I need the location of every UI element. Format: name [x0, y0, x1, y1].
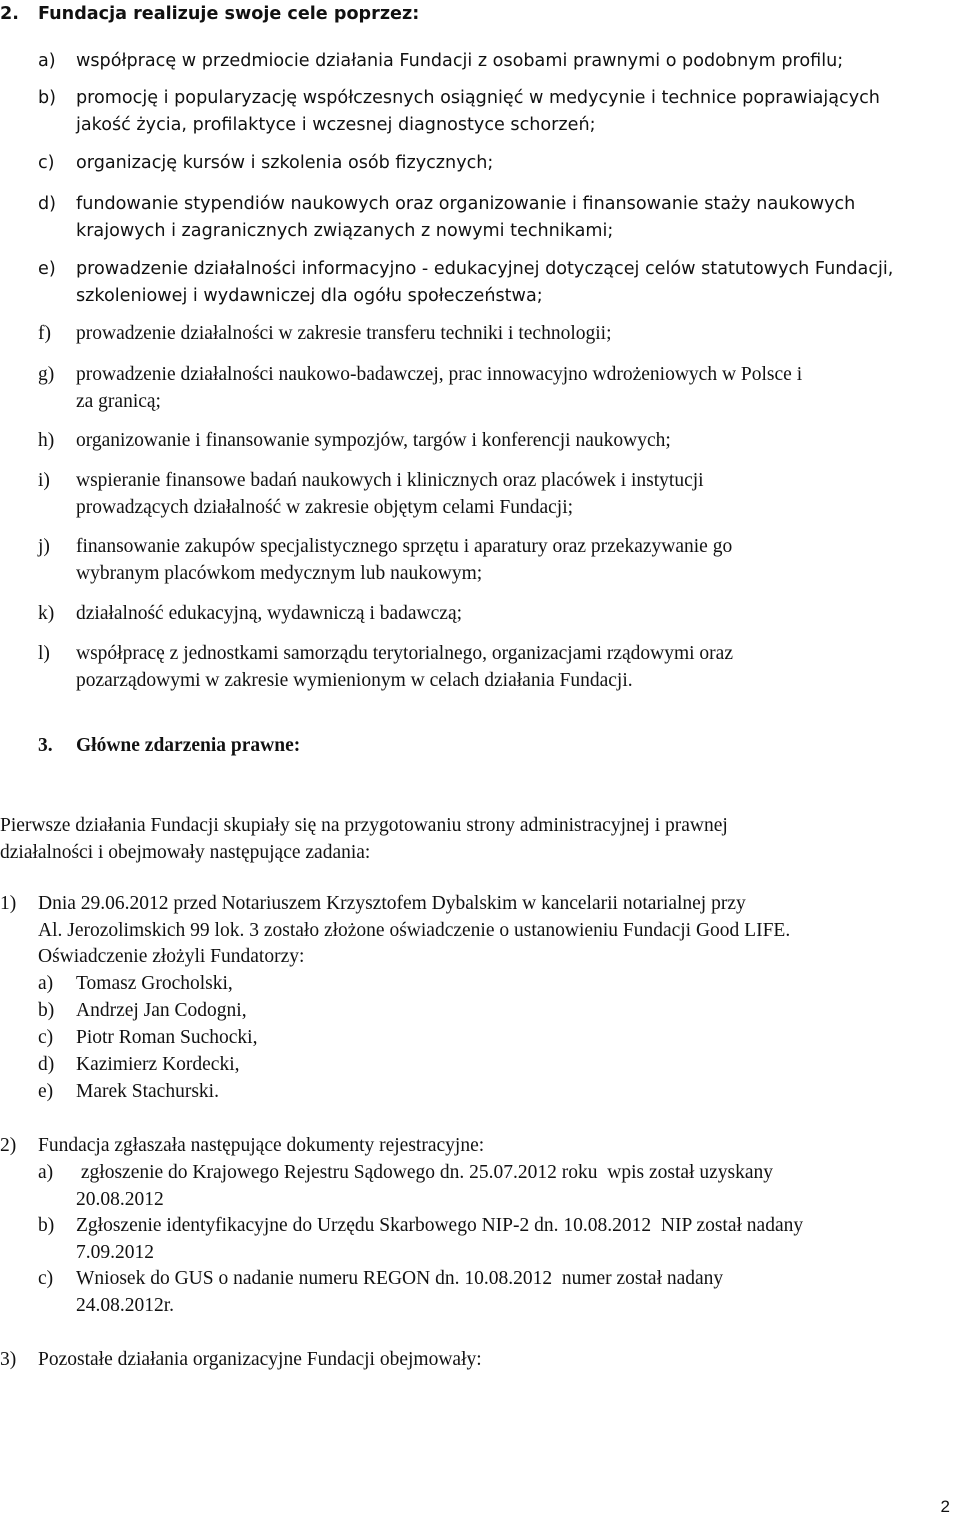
point-text: Dnia 29.06.2012 przed Notariuszem Krzysztofem Dybalskim w kancelarii notarialnej przy	[38, 893, 746, 914]
section-number: 3.	[38, 735, 53, 756]
list-item-text: działalność edukacyjną, wydawniczą i badawczą;	[76, 603, 463, 624]
list-marker: c)	[38, 1027, 54, 1048]
list-marker: d)	[38, 1054, 55, 1075]
list-marker: a)	[38, 51, 56, 71]
list-marker: e)	[38, 1081, 54, 1102]
list-marker: g)	[38, 364, 55, 385]
list-item-text: współpracę w przedmiocie działania Fundacji z osobami prawnymi o podobnym profilu;	[76, 51, 844, 71]
list-marker: b)	[38, 1215, 55, 1236]
list-marker: b)	[38, 1000, 55, 1021]
list-item-text: fundowanie stypendiów naukowych oraz organizowanie i finansowanie staży naukowych	[76, 194, 856, 214]
list-marker: c)	[38, 153, 55, 173]
list-marker: d)	[38, 194, 57, 214]
list-marker: e)	[38, 259, 56, 279]
page-number: 2	[940, 1497, 950, 1516]
founder-name: Marek Stachurski.	[76, 1081, 219, 1102]
list-item-text: jakość życia, profilaktyce i wczesnej diagnostyce schorzeń;	[76, 114, 596, 135]
founder-name: Kazimierz Kordecki,	[76, 1054, 240, 1075]
section-heading-text: Główne zdarzenia prawne:	[76, 735, 301, 756]
document-item-text: Zgłoszenie identyfikacyjne do Urzędu Skarbowego NIP-2 dn. 10.08.2012 NIP został nadany	[76, 1215, 804, 1236]
section-number: 2.	[0, 4, 19, 24]
document-item-text: Wniosek do GUS o nadanie numeru REGON dn. 10.08.2012 numer został nadany	[76, 1268, 724, 1289]
list-item-text: finansowanie zakupów specjalistycznego sprzętu i aparatury oraz przekazywanie go	[76, 536, 733, 557]
point-text: Oświadczenie złożyli Fundatorzy:	[38, 946, 305, 967]
document-item-text: 20.08.2012	[76, 1188, 164, 1210]
founder-name: Piotr Roman Suchocki,	[76, 1027, 258, 1048]
list-marker: c)	[38, 1268, 54, 1289]
founder-name: Tomasz Grocholski,	[76, 973, 233, 994]
list-item-text: promocję i popularyzację współczesnych osiągnięć w medycynie i technice poprawiających	[76, 88, 880, 108]
point-text: Fundacja zgłaszała następujące dokumenty rejestracyjne:	[38, 1135, 485, 1156]
paragraph-line: Pierwsze działania Fundacji skupiały się na przygotowaniu strony administracyjnej i prawnej	[0, 815, 728, 836]
point-text: Al. Jerozolimskich 99 lok. 3 zostało złożone oświadczenie o ustanowieniu Fundacji Good LIFE.	[38, 919, 791, 941]
point-marker: 3)	[0, 1349, 17, 1370]
section-heading-text: Fundacja realizuje swoje cele poprzez:	[38, 4, 420, 24]
document-item-text: 7.09.2012	[76, 1241, 154, 1263]
list-marker: k)	[38, 603, 55, 624]
founder-name: Andrzej Jan Codogni,	[76, 1000, 247, 1021]
intro-paragraph	[0, 813, 958, 866]
list-item-text: organizację kursów i szkolenia osób fizycznych;	[76, 153, 494, 173]
list-item-text: prowadzenie działalności informacyjno - edukacyjnej dotyczącej celów statutowych Fundacji,	[76, 259, 894, 279]
list-item-text: za granicą;	[76, 390, 161, 412]
list-marker: a)	[38, 1162, 54, 1183]
list-item-text: pozarządowymi w zakresie wymienionym w celach działania Fundacji.	[76, 669, 633, 691]
list-item-text: wspieranie finansowe badań naukowych i klinicznych oraz placówek i instytucji	[76, 470, 704, 491]
document-item-text: 24.08.2012r.	[76, 1294, 175, 1316]
list-item-text: prowadzenie działalności w zakresie transferu techniki i technologii;	[76, 323, 612, 344]
list-item-text: szkoleniowej i wydawniczej dla ogółu społeczeństwa;	[76, 285, 543, 306]
list-item-text: krajowych i zagranicznych związanych z nowymi technikami;	[76, 220, 614, 241]
paragraph-line: działalności i obejmowały następujące zadania:	[0, 841, 371, 863]
list-item-text: organizowanie i finansowanie sympozjów, targów i konferencji naukowych;	[76, 430, 671, 451]
list-item-text: wybranym placówkom medycznym lub naukowym;	[76, 562, 483, 584]
list-item-text: prowadzących działalność w zakresie objętym celami Fundacji;	[76, 496, 574, 518]
list-item-text: prowadzenie działalności naukowo-badawczej, prac innowacyjno wdrożeniowych w Polsce i	[76, 364, 803, 385]
list-marker: h)	[38, 430, 55, 451]
point-marker: 2)	[0, 1135, 17, 1156]
list-marker: f)	[38, 323, 51, 344]
point-marker: 1)	[0, 893, 17, 914]
list-marker: j)	[38, 536, 50, 557]
list-item-text: współpracę z jednostkami samorządu terytorialnego, organizacjami rządowymi oraz	[76, 643, 733, 664]
list-marker: i)	[38, 470, 50, 491]
point-text: Pozostałe działania organizacyjne Fundacji obejmowały:	[38, 1349, 482, 1370]
list-marker: l)	[38, 643, 50, 664]
document-item-text: zgłoszenie do Krajowego Rejestru Sądowego dn. 25.07.2012 roku wpis został uzyskany	[76, 1162, 773, 1183]
list-marker: b)	[38, 88, 57, 108]
list-marker: a)	[38, 973, 54, 994]
